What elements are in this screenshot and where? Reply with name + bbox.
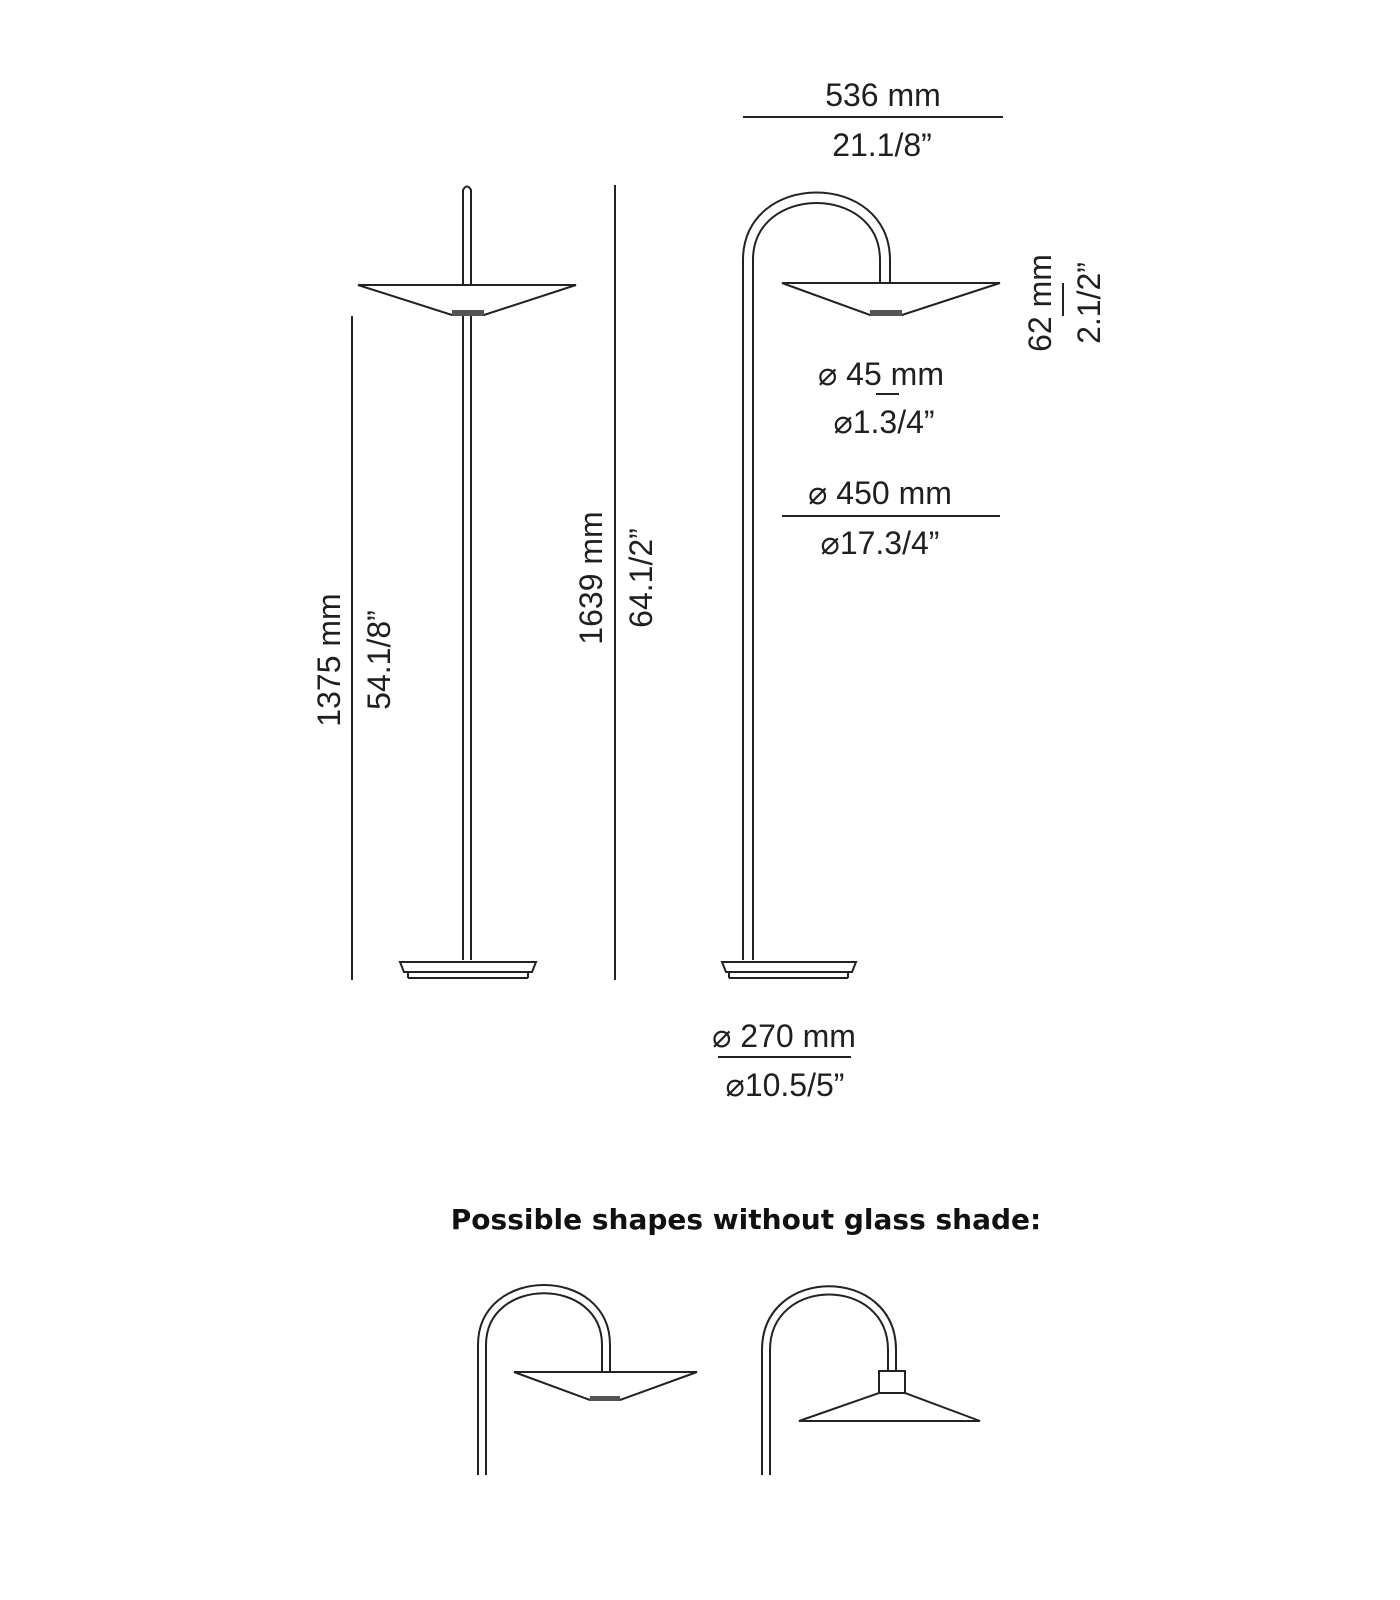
dim-shade-height-mm: 62 mm	[1022, 254, 1058, 352]
shape-variant-2-arch-inner	[770, 1295, 888, 1476]
right-lamp-arch-inner	[753, 203, 880, 960]
dim-width-mm: 536 mm	[825, 77, 941, 113]
dim-shade-height-in: 2.1/2”	[1071, 262, 1107, 344]
dim-total-height-mm: 1639 mm	[573, 511, 609, 645]
right-lamp-base	[722, 962, 856, 972]
shapes-section-title: Possible shapes without glass shade:	[450, 1203, 1042, 1236]
dim-stem-diameter-in: ⌀1.3/4”	[833, 404, 935, 440]
shape-variant-1-shade	[514, 1372, 697, 1400]
left-lamp-base	[400, 962, 536, 972]
dim-base-diameter-mm: ⌀ 270 mm	[712, 1018, 856, 1054]
dim-shade-diameter-mm: ⌀ 450 mm	[808, 475, 952, 511]
dim-base-diameter-in: ⌀10.5/5”	[725, 1067, 845, 1103]
dim-width-in: 21.1/8”	[832, 127, 932, 163]
shape-variant-2-shade	[799, 1393, 980, 1421]
shape-variant-2-socket	[879, 1371, 905, 1393]
shape-variant-flat-shade	[478, 1285, 697, 1475]
left-lamp-drawing	[358, 187, 576, 979]
dim-stem-diameter-mm: ⌀ 45 mm	[818, 356, 944, 392]
dim-height-to-shade-in: 54.1/8”	[361, 610, 397, 710]
right-lamp-drawing	[722, 193, 1000, 979]
shape-variant-cone-shade	[762, 1286, 980, 1475]
left-lamp-shade-core	[452, 310, 484, 316]
dim-shade-diameter-in: ⌀17.3/4”	[820, 525, 940, 561]
right-lamp-shade-core	[870, 310, 902, 316]
dim-total-height-in: 64.1/2”	[623, 528, 659, 628]
dim-height-to-shade-mm: 1375 mm	[311, 593, 347, 727]
